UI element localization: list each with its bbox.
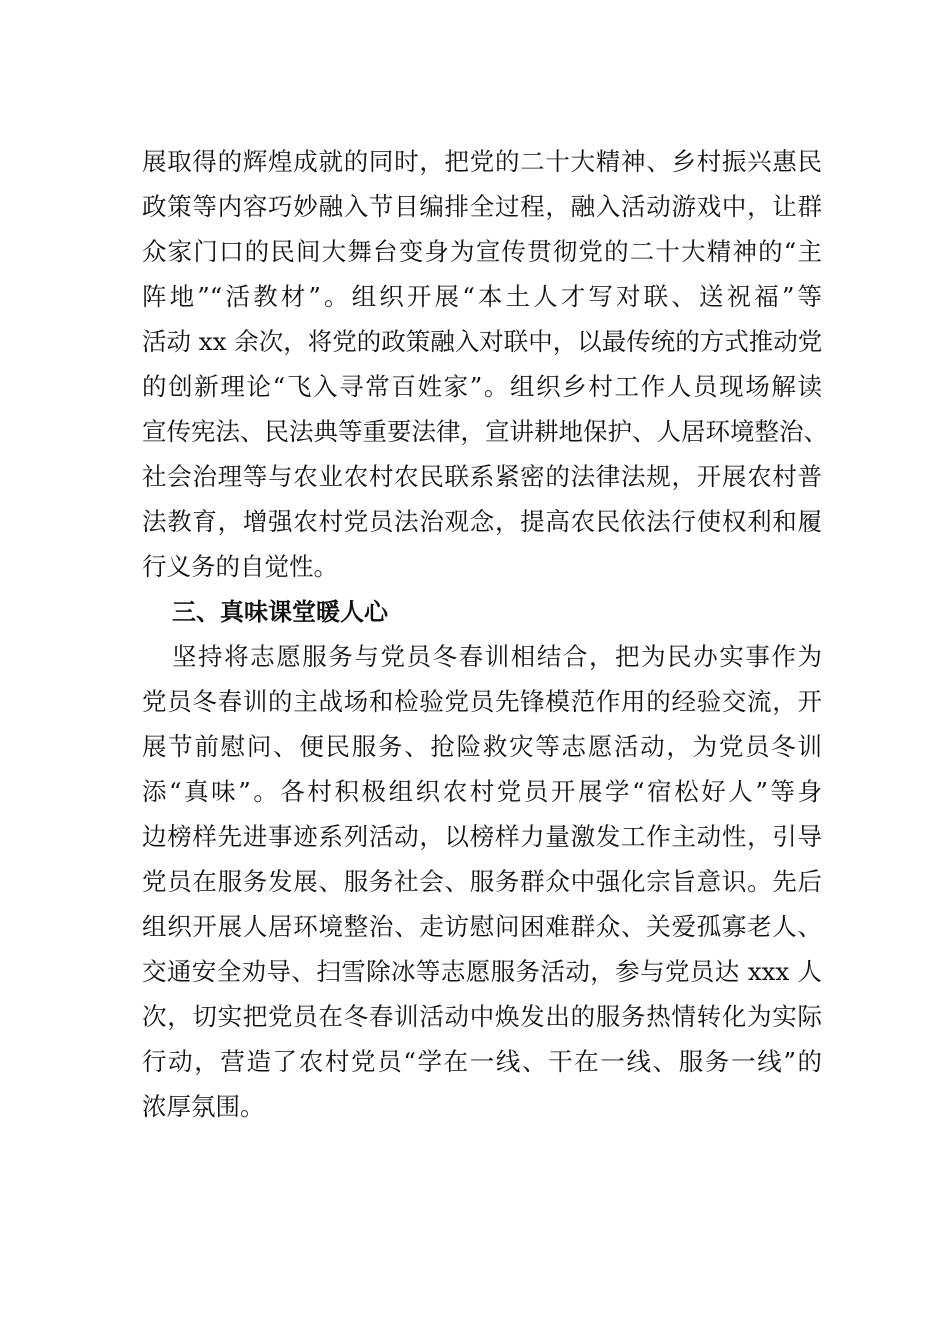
paragraph-line: 行义务的自觉性。 <box>142 552 338 581</box>
paragraph-line: 党员冬春训的主战场和检验党员先锋模范作用的经验交流，开 <box>142 687 822 716</box>
paragraph-line: 展节前慰问、便民服务、抢险救灾等志愿活动，为党员冬训 <box>142 732 822 761</box>
paragraph-line: 法教育，增强农村党员法治观念，提高农民依法行使权利和履 <box>142 507 822 536</box>
paragraph-line: 的创新理论“飞入寻常百姓家”。组织乡村工作人员现场解读 <box>142 372 822 401</box>
paragraph-line: 交通安全劝导、扫雪除冰等志愿服务活动，参与党员达 xxx 人 <box>142 957 822 986</box>
paragraph-line: 边榜样先进事迹系列活动，以榜样力量激发工作主动性，引导 <box>142 822 822 851</box>
paragraph-line: 活动 xx 余次，将党的政策融入对联中，以最传统的方式推动党 <box>142 327 823 356</box>
paragraph-line: 展取得的辉煌成就的同时，把党的二十大精神、乡村振兴惠民 <box>142 147 822 176</box>
paragraph-line: 组织开展人居环境整治、走访慰问困难群众、关爱孤寡老人、 <box>142 912 822 941</box>
paragraph-line: 社会治理等与农业农村农民联系紧密的法律法规，开展农村普 <box>142 462 822 491</box>
paragraph-line: 众家门口的民间大舞台变身为宣传贯彻党的二十大精神的“主 <box>142 237 822 266</box>
section-heading: 三、真味课堂暖人心 <box>172 598 388 626</box>
paragraph-line: 宣传宪法、民法典等重要法律，宣讲耕地保护、人居环境整治、 <box>142 417 828 446</box>
paragraph-line: 坚持将志愿服务与党员冬春训相结合，把为民办实事作为 <box>172 642 822 671</box>
paragraph-line: 行动，营造了农村党员“学在一线、干在一线、服务一线”的 <box>142 1047 822 1076</box>
paragraph-line: 阵地”“活教材”。组织开展“本土人才写对联、送祝福”等 <box>142 282 822 311</box>
paragraph-line: 党员在服务发展、服务社会、服务群众中强化宗旨意识。先后 <box>142 867 822 896</box>
paragraph-line: 政策等内容巧妙融入节目编排全过程，融入活动游戏中，让群 <box>142 192 822 221</box>
paragraph-line: 次，切实把党员在冬春训活动中焕发出的服务热情转化为实际 <box>142 1002 822 1031</box>
paragraph-line: 浓厚氛围。 <box>142 1092 265 1121</box>
paragraph-line: 添“真味”。各村积极组织农村党员开展学“宿松好人”等身 <box>142 777 822 806</box>
